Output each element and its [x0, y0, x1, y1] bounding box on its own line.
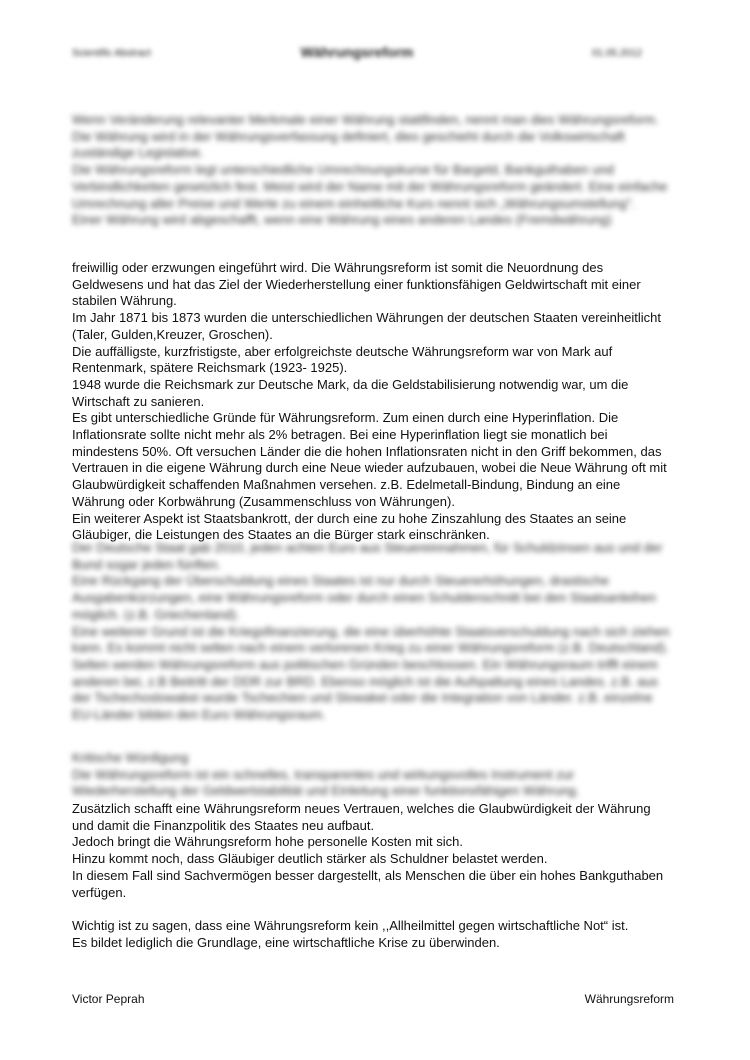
section-heading: Kritische Würdigung — [72, 750, 189, 765]
paragraph: Eine Rückgang der Überschuldung eines Staates ist nur durch Steuererhöhungen, drastische Ausgabenkürzungen, eine Währungsreform oder durch einen Schuldenschnitt bei den Staatsanleihen möglich. (z.B. Griechenland). — [72, 573, 656, 622]
header-date: 01.05.2012 — [591, 48, 642, 59]
paragraph: freiwillig oder erzwungen eingeführt wird. Die Währungsreform ist somit die Neuordnung des Geldwesens und hat das Ziel der Wiederherstellung einer funktionsfähigen Geldwirtschaft mit einer stabilen Währung. — [72, 260, 641, 309]
footer-author: Victor Peprah — [72, 992, 145, 1006]
paragraph: Selten werden Währungsreform aus politischen Gründen beschlossen. Ein Währungsraum trifft einem anderen bei, z.B Beitritt der DDR zur BRD. Ebenso möglich ist die Aufspaltung eines Landes. z.B. aus der Tschechoslowakei wurde Tschechien und Slowakei oder die Integration von Länder. z.B. einzelne EU-Länder bilden den Euro Währungsraum. — [72, 656, 659, 723]
paragraph: Die auffälligste, kurzfristigste, aber erfolgreichste deutsche Währungsreform war von Mark auf Rentenmark, spätere Reichsmark (1923- 1925). — [72, 343, 613, 376]
paragraph-block-critique — [72, 750, 672, 800]
spacer — [72, 901, 672, 918]
header-title: Währungsreform — [300, 44, 414, 60]
paragraph: Wichtig ist zu sagen, dass eine Währungsreform kein ,,Allheilmittel gegen wirtschaftliche Not“ ist. — [72, 917, 629, 933]
paragraph: Die Währungsreform legt unterschiedliche Umrechnungskurse für Bargeld, Bankguthaben und Verbindlichkeiten gesetzlich fest. Meist wird der Name mit der Währungsreform geändert. Eine einfache Umrechnung aller Preise und Werte zu einem einheitliche Kurs nennt sich „Währungsumstellung". — [72, 162, 668, 211]
paragraph: In diesem Fall sind Sachvermögen besser dargestellt, als Menschen die über ein hohes Bankguthaben verfügen. — [72, 867, 664, 900]
footer-title: Währungsreform — [584, 992, 674, 1006]
paragraph: Im Jahr 1871 bis 1873 wurden die unterschiedlichen Währungen der deutschen Staaten vereinheitlicht (Taler, Gulden,Kreuzer, Groschen). — [72, 310, 661, 342]
paragraph-block-causes — [72, 540, 672, 724]
paragraph-block-history — [72, 260, 672, 544]
paragraph: 1948 wurde die Reichsmark zur Deutsche Mark, da die Geldstabilisierung notwendig war, um die Wirtschaft zu sanieren. — [72, 376, 629, 409]
paragraph: Wenn Veränderung relevanter Merkmale einer Währung stattfinden, nennt man dies Währungsreform. — [72, 112, 659, 127]
paragraph: Die Währung wird in der Währungsverfassung definiert, dies geschieht durch die Volkswirtschaft zuständige Legislative. — [72, 128, 625, 161]
paragraph: Eine weiterer Grund ist die Kriegsfinanzierung, die eine überhöhte Staatsverschuldung nach sich ziehen kann. Es kommt nicht selten nach einem verlorenen Krieg zu einer Währungsreform (z.B. Deutschland). — [72, 623, 670, 656]
paragraph: Jedoch bringt die Währungsreform hohe personelle Kosten mit sich. — [72, 834, 463, 850]
paragraph: Die Währungsreform ist ein schnelles, transparentes und wirkungsvolles Instrument zur Wiederherstellung der Geldwertstabilität und Einleitung einer funktionsfähigen Währung. — [72, 766, 580, 799]
paragraph: Es bildet lediglich die Grundlage, eine wirtschaftliche Krise zu überwinden. — [72, 934, 500, 950]
paragraph-block-conclusion — [72, 801, 672, 951]
paragraph: Ein weiterer Aspekt ist Staatsbankrott, der durch eine zu hohe Zinszahlung des Staates an seine Gläubiger, die Leistungen des Staates an die Bürger stark einschränken. — [72, 510, 627, 543]
paragraph-block-intro — [72, 112, 672, 229]
paragraph: Einer Währung wird abgeschafft, wenn eine Währung eines anderen Landes (Fremdwährung) — [72, 212, 612, 228]
page-header — [72, 44, 642, 64]
paragraph: Der Deutsche Staat gab 2010, jeden achten Euro aus Steuereinnahmen, für Schuldzinsen aus und der Bund sogar jeden fünften. — [72, 540, 663, 572]
paragraph: Es gibt unterschiedliche Gründe für Währungsreform. Zum einen durch eine Hyperinflation. Die Inflationsrate sollte nicht mehr als 2% betragen. Bei eine Hyperinflation liegt sie monatlich bei mindestens 50%. Oft versuchen Länder die die hohen Inflationsraten nicht in den Griff bekommen, das Vertrauen in die eigene Währung durch eine Neue wieder aufzubauen, wobei die Neue Währung oft mit Glaubwürdigkeit schaffenden Maßnahmen versehen. z.B. Edelmetall-Bindung, Bindung an eine Währung oder Korbwährung (Zusammenschluss von Währungen). — [72, 410, 667, 509]
paragraph: Hinzu kommt noch, dass Gläubiger deutlich stärker als Schuldner belastet werden. — [72, 851, 548, 867]
header-label: Scientific Abstract — [72, 48, 151, 59]
paragraph: Zusätzlich schafft eine Währungsreform neues Vertrauen, welches die Glaubwürdigkeit der Währung und damit die Finanzpolitik des Staates neu aufbaut. — [72, 801, 651, 833]
